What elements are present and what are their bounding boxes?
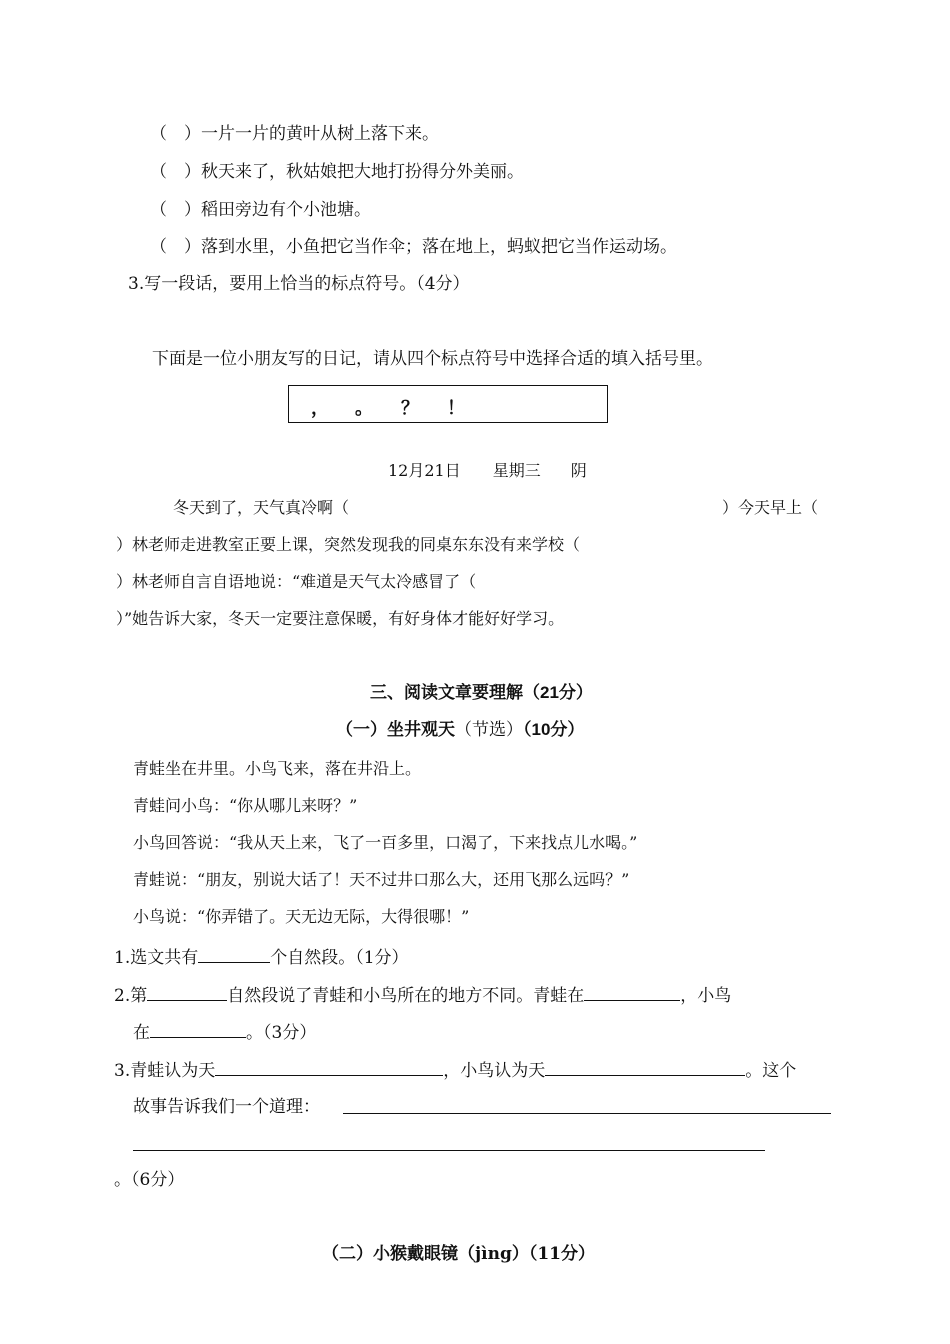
passage-1-note: （节选） xyxy=(455,720,523,740)
order-item-3: （ ）稻田旁边有个小池塘。 xyxy=(150,200,371,220)
question-3-line-1: 3.青蛙认为天 ，小鸟认为天 。这个 xyxy=(114,1057,796,1082)
passage-1-score: （10分） xyxy=(523,720,585,739)
passage-paragraph-3: 小鸟回答说：“我从天上来，飞了一百多里，口渴了，下来找点儿水喝。” xyxy=(133,833,638,852)
order-item-4: （ ）落到水里，小鱼把它当作伞；落在地上，蚂蚁把它当作运动场。 xyxy=(150,237,677,257)
answer-line[interactable] xyxy=(343,1113,831,1114)
question-3-line-2: 故事告诉我们一个道理： xyxy=(133,1097,320,1117)
diary-line-4: ）”她告诉大家，冬天一定要注意保暖，有好身体才能好好学习。 xyxy=(116,609,565,628)
passage-1-title-line xyxy=(336,719,584,741)
question-3-instruction: 下面是一位小朋友写的日记，请从四个标点符号中选择合适的填入括号里。 xyxy=(152,349,713,369)
punct-question: ？ xyxy=(401,398,419,419)
diary-line-1b: ）今天早上（ xyxy=(722,498,819,517)
diary-weekday: 星期三 xyxy=(492,461,541,480)
question-3-end: 。（6分） xyxy=(114,1170,185,1190)
passage-1-title: （一）坐井观天 xyxy=(336,720,455,739)
punct-exclamation: ！ xyxy=(447,398,465,419)
answer-blank[interactable] xyxy=(147,982,227,1001)
passage-2-title: （二）小猴戴眼镜（jìng）（11分） xyxy=(322,1244,596,1264)
answer-paren[interactable]: （ ） xyxy=(150,200,201,220)
answer-blank[interactable] xyxy=(198,944,270,963)
question-2-line-1: 2.第 自然段说了青蛙和小鸟所在的地方不同。青蛙在 ，小鸟 xyxy=(114,982,731,1007)
answer-line[interactable] xyxy=(133,1150,765,1151)
section-3-title: 三、阅读文章要理解（21分） xyxy=(370,683,593,702)
punct-period: 。 xyxy=(355,398,373,419)
diary-weather: 阴 xyxy=(570,461,587,480)
question-1: 1.选文共有 个自然段。（1分） xyxy=(114,944,409,969)
answer-paren[interactable]: （ ） xyxy=(150,124,201,144)
answer-paren[interactable]: （ ） xyxy=(150,237,201,257)
punctuation-box xyxy=(288,385,608,423)
order-item-2: （ ）秋天来了，秋姑娘把大地打扮得分外美丽。 xyxy=(150,162,524,182)
diary-line-3: ）林老师自言自语地说：“难道是天气太冷感冒了（ xyxy=(116,572,477,591)
diary-line-2: ）林老师走进教室正要上课，突然发现我的同桌东东没有来学校（ xyxy=(116,535,581,554)
diary-line-1a: 冬天到了，天气真冷啊（ xyxy=(173,498,350,517)
question-3-title: 3.写一段话，要用上恰当的标点符号。（4分） xyxy=(128,274,470,294)
answer-blank[interactable] xyxy=(584,982,680,1001)
order-item-1: （ ）一片一片的黄叶从树上落下来。 xyxy=(150,124,439,144)
diary-date: 12月21日 xyxy=(388,461,461,480)
question-2-line-2: 在 。（3分） xyxy=(133,1019,316,1044)
answer-blank[interactable] xyxy=(150,1019,246,1038)
answer-paren[interactable]: （ ） xyxy=(150,162,201,182)
passage-paragraph-1: 青蛙坐在井里。小鸟飞来，落在井沿上。 xyxy=(133,759,422,778)
answer-blank[interactable] xyxy=(545,1057,745,1076)
punct-comma: ， xyxy=(311,398,329,419)
diary-date-line xyxy=(388,460,587,482)
passage-paragraph-2: 青蛙问小鸟：“你从哪儿来呀？” xyxy=(133,796,358,815)
passage-paragraph-5: 小鸟说：“你弄错了。天无边无际，大得很哪！” xyxy=(133,907,470,926)
answer-blank[interactable] xyxy=(215,1057,443,1076)
passage-paragraph-4: 青蛙说：“朋友，别说大话了！天不过井口那么大，还用飞那么远吗？” xyxy=(133,870,630,889)
